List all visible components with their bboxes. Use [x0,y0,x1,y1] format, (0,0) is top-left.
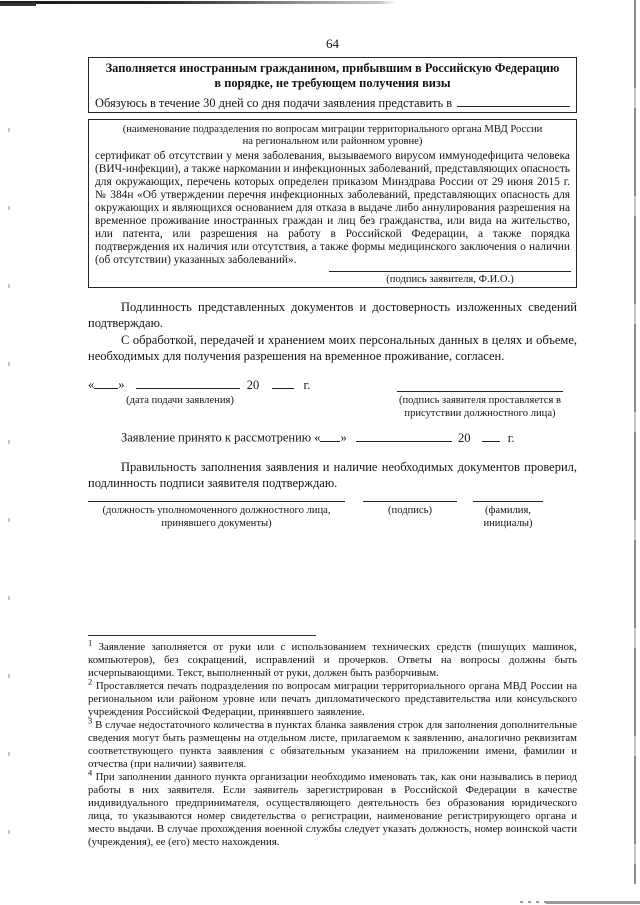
applicant-signature-block [329,271,571,287]
official-signature-caption: (подпись) [388,505,432,516]
page-number: 64 [326,36,339,51]
footnotes-block [88,637,578,849]
blank-field-official-name [473,501,543,502]
blank-field-applicant-signature [397,391,563,392]
consent-statement: С обработкой, передачей и хранением моих персональных данных в целях и объеме, необходимых для получения разрешения на временное проживание, согласен. [88,332,577,364]
scan-artifact-left-dots [8,128,10,840]
authenticity-statement: Подлинность представленных документов и достоверность изложенных сведений подтверждаю. [88,300,577,331]
applicant-signature-caption: (подпись заявителя, Ф.И.О.) [386,273,514,285]
footnote-2-text: Проставляется печать подразделения по вопросам миграции территориального органа МВД России на региональном или районом уровне или печать дипломатического представительства или консульского учреждения Российской Федерации, принявшего заявление. [88,680,577,718]
footnote-1-text: Заявление заполняется от руки или с использованием технических средств (пишущих машинок, компьютеров), без сокращений, исправлений и прочерков. Ответы на вопросы должны быть исчерпывающими. Текст, выполненный от руки, должен быть разборчивым. [88,641,578,679]
blank-field-year [482,430,500,442]
year-prefix: 20 [246,377,260,392]
scan-artifact-top-left [0,3,36,6]
blank-field-day [94,377,118,389]
footnote-2-marker: 2 [88,676,93,687]
date-signature-row [88,377,577,427]
box1-header-line1: Заполняется иностранным гражданином, прибывшим в Российскую Федерацию [105,61,560,75]
position-caption-line2: принявшего документы) [161,517,272,529]
scan-artifact-top-line [0,1,396,4]
division-caption-line2: на региональном или районном уровне) [242,136,423,147]
footnote-4-marker: 4 [88,767,93,778]
scan-artifact-bottom-dots [520,901,546,903]
official-name-caption-line1: (фамилия, [485,505,531,516]
statements-block [88,299,577,365]
blank-field-month [136,377,240,389]
signature-presence-caption-line1: (подпись заявителя проставляется в [398,395,562,406]
footnote-1 [88,637,578,680]
blank-field-position [88,501,345,502]
acceptance-text: Заявление принято к рассмотрению [121,430,312,445]
visa-free-entry-box [88,57,577,113]
open-quote: « [88,377,95,392]
open-quote: « [314,430,321,445]
official-name-caption [473,505,543,530]
blank-field-division [457,95,570,107]
obligation-row [95,95,570,111]
year-suffix: г. [507,430,515,445]
position-caption [98,505,335,530]
official-name-caption-line2: инициалы) [483,517,533,529]
blank-field-year [272,377,294,389]
acceptance-line [88,430,577,446]
official-signature-row [88,494,577,540]
footnote-4-text: При заполнении данного пункта организации необходимо именовать так, как они назывались в период работы в них заявителя. Если заявитель зарегистрирован в Российской Федерации в качестве индивидуального предпринимателя, осуществляющего деятельность без образования юридического лица, то указываются номер свидетельства о регистрации, наименование регистрирующего органа и место выдачи. В случае прохождения военной службы следует указать должность, номер воинской части (учреждения), ее (его) место нахождения. [88,771,577,848]
footnote-3-text: В случае недостаточного количества в пунктах бланка заявления строк для заполнения дополнительные сведения могут быть размещены на отдельном листе, прилагаемом к заявлению, аналогично реквизитам соответствующего пункта заявления с обязательным указанием на приложении имени, фамилии и отчества (при наличии) заявителя. [88,719,577,770]
certificate-paragraph: сертификат об отсутствии у меня заболевания, вызываемого вирусом иммунодефицита человека (ВИЧ-инфекции), а также наркомании и инфекционных заболеваний, представляющих опасность для окружающих, перечень которых определен приказом Минздрава России от 29 июня 2015 г. № 384н «Об утверждении перечня инфекционных заболеваний, представляющих опасность для окружающих и являющихся основанием для отказа в выдаче либо аннулирования разрешения на временное проживание иностранных граждан и лиц без гражданства, или вида на жительство, или патента, или разрешения на работу в Российской Федерации, а также порядка подтверждения их наличия или отсутствия, а также формы медицинского заключения о наличии (об отсутствии) указанных заболеваний». [95,150,570,266]
blank-field-official-signature [363,501,457,502]
footnote-separator [88,635,316,636]
footnote-2 [88,676,577,719]
signature-presence-caption [384,395,576,420]
blank-field-month [356,430,452,442]
year-suffix: г. [303,377,311,392]
obligation-text: Обязуюсь в течение 30 дней со дня подачи заявления представить в [95,95,453,110]
close-quote: » [340,430,347,445]
position-caption-line1: (должность уполномоченного должностного лица, [102,505,331,516]
verification-statement: Правильность заполнения заявления и наличие необходимых документов проверил, подлинность подписи заявителя подтверждаю. [88,460,577,491]
year-prefix: 20 [457,430,471,445]
footnote-3-marker: 3 [88,715,93,726]
division-caption-line1: (наименование подразделения по вопросам миграции территориального органа МВД России [122,124,543,135]
footnote-4 [88,767,577,849]
close-quote: » [118,377,125,392]
box1-header-line2: в порядке, не требующем получения визы [214,76,451,90]
date-caption: (дата подачи заявления) [126,395,234,406]
footnote-1-marker: 1 [88,637,93,648]
footnote-3 [88,715,577,771]
blank-field-day [320,430,340,442]
scan-artifact-bottom-line [546,901,640,904]
scan-artifact-right-edge [634,0,636,884]
signature-presence-caption-line2: присутствии должностного лица) [404,407,556,419]
certificate-box [88,119,577,288]
